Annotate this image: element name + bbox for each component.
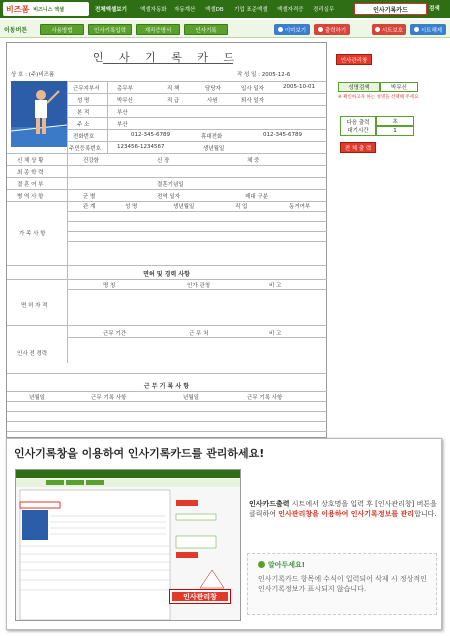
page-title: 인 사 기 록 카 드	[92, 51, 241, 64]
nav-item-cert[interactable]: 엑셀자격증	[277, 7, 304, 13]
record-input-button[interactable]: 인사기록입력	[88, 24, 132, 35]
nav-item-auto-calc[interactable]: 자동계산	[174, 7, 196, 13]
license-header-name: 명 칭	[103, 283, 116, 289]
preview-icon	[278, 27, 283, 32]
manage-window-button[interactable]: 인사관리창	[336, 54, 372, 65]
military-label: 병 역 사 항	[17, 194, 44, 200]
search-button[interactable]: 검색	[429, 6, 440, 12]
family-label: 가 족 사 항	[19, 231, 46, 237]
family-header-cohabit: 동거여부	[289, 204, 311, 210]
tip-body: 인사기록카드 항목에 수식이 입력되어 삭제 시 정상적인 인사기록정보가 표시되지 않습니다.	[258, 575, 427, 593]
promo-desc-bold-2: 인사관리창을 이용하여 인사기록정보를 관리	[278, 510, 415, 518]
family-header-relation: 관 계	[83, 204, 96, 210]
bizforms-logo[interactable]	[3, 2, 89, 16]
lightbulb-icon	[258, 561, 265, 568]
preview-label: 이미보기	[284, 27, 307, 34]
work-section-title: 근 무 기 록 사 항	[143, 383, 190, 390]
sheet-protect-label: 시트보호	[381, 27, 404, 34]
preview-button[interactable]	[274, 24, 310, 35]
name-label: 성 명	[77, 98, 90, 104]
unlock-icon	[414, 27, 419, 32]
next-print-wait-label	[340, 116, 376, 136]
top-navigation-bar	[0, 0, 450, 18]
dept-label: 근무지부서	[73, 86, 100, 92]
promo-desc-4: 합니다.	[414, 510, 437, 518]
toolbar-label: 이동버튼	[4, 27, 28, 34]
print-label: 출력하기	[324, 27, 347, 34]
rrn-value[interactable]: 123456-1234567	[117, 144, 165, 150]
select-hint: ※ 확인하고자 하는 성명을 선택해 주세요	[338, 95, 419, 100]
career-header-period: 근무 기간	[103, 331, 127, 337]
weight-label: 체 중	[247, 158, 260, 164]
dept-value[interactable]: 총무부	[117, 86, 133, 92]
print-button[interactable]	[314, 24, 350, 35]
promo-description	[249, 499, 437, 519]
join-date-label: 입사 일자	[241, 86, 265, 92]
nav-item-all-excel[interactable]: 전체엑셀보기	[95, 7, 127, 13]
phone-label: 전화번호	[73, 134, 95, 140]
promo-desc-2: 시트에서 상호명을 입력 후 [인사관리창] 버튼을 클릭하여	[249, 500, 437, 518]
birth-label: 생년월일	[203, 146, 225, 152]
health-label: 신 체 상 황	[17, 158, 44, 164]
career-header-note: 비 고	[269, 331, 282, 337]
date-label: 작 성 일 : 2005-12-6	[237, 72, 291, 78]
exempt-type-label: 제대 구분	[245, 194, 269, 200]
nav-item-accounting[interactable]: 경리실무	[313, 7, 335, 13]
company-label: 상 호 : (주)비즈폼	[11, 72, 55, 78]
move-button-toolbar	[0, 20, 450, 38]
address-label: 주 소	[77, 122, 90, 128]
manage-window-callout: 인사관리창	[170, 590, 230, 603]
nav-item-excel-auto[interactable]: 엑셀자동화	[140, 7, 167, 13]
nav-item-excel-db[interactable]: 엑셀DB	[205, 7, 224, 13]
promo-headline: 인사기록창을 이용하여 인사기록카드를 관리하세요!	[14, 447, 265, 460]
position-value[interactable]: 담당자	[205, 86, 221, 92]
discharge-date-label: 전역 일자	[157, 194, 181, 200]
sheet-protect-button[interactable]	[372, 24, 406, 35]
work-header-record-2: 근무 기록 사항	[247, 395, 283, 401]
mobile-value[interactable]: 012-345-6789	[263, 132, 302, 138]
license-header-authority: 인가 관청	[187, 283, 211, 289]
position-label: 직 책	[167, 86, 180, 92]
personnel-record-sheet	[6, 42, 327, 438]
marriage-label: 결 혼 여 부	[17, 182, 44, 188]
family-header-job: 직 업	[235, 204, 248, 210]
height-label: 신 장	[157, 158, 170, 164]
career-header-company: 근 무 처	[189, 331, 209, 337]
nav-item-standard[interactable]: 기업 표준엑셀	[234, 7, 268, 13]
anniversary-label: 결혼기념일	[157, 182, 184, 188]
tip-title	[258, 560, 305, 570]
logo-main-text: 비즈폼	[6, 4, 30, 14]
search-input[interactable]: 인사기록카드	[354, 3, 427, 15]
address-value[interactable]: 부산	[117, 122, 128, 128]
license-label: 면 허 자 격	[21, 303, 48, 309]
promo-desc-bold-1: 인사카드출력	[249, 500, 290, 508]
health-value[interactable]: 건강함	[83, 158, 99, 164]
next-print-label-1: 다음 출력	[346, 120, 370, 126]
origin-value[interactable]: 부산	[117, 110, 128, 116]
title-underline	[103, 63, 233, 64]
career-label: 인사 전 경력	[17, 351, 48, 357]
wait-unit-label: 초	[376, 116, 414, 126]
family-header-name: 성 명	[125, 204, 138, 210]
usage-button[interactable]: 사용방법	[40, 24, 84, 35]
tip-title-text: 알아두세요!	[268, 561, 306, 569]
work-header-date-2: 년월일	[183, 395, 199, 401]
phone-value[interactable]: 012-345-6789	[131, 132, 170, 138]
license-section-title: 면허 및 경력 사항	[143, 271, 190, 278]
rrn-label: 주민등록번호	[69, 146, 101, 152]
work-header-record-1: 근무 기록 사항	[91, 395, 127, 401]
print-icon	[318, 27, 323, 32]
personnel-record-button[interactable]: 인사기록	[184, 24, 228, 35]
name-value[interactable]: 박무신	[117, 98, 133, 104]
print-all-button[interactable]: 전 체 출 력	[340, 142, 376, 153]
next-print-label-2: 대기시간	[347, 128, 369, 134]
name-search-label: 성명검색	[338, 82, 380, 92]
employee-photo	[11, 81, 67, 147]
logo-sub-text: 비즈니스 엑셀	[33, 6, 64, 13]
mini-screenshot	[15, 469, 241, 621]
origin-label: 본 적	[77, 110, 90, 116]
name-search-select[interactable]: 박무신	[380, 82, 418, 92]
sheet-unprotect-label: 시트해제	[420, 27, 443, 34]
military-branch-label: 군 별	[83, 194, 96, 200]
family-header-birth: 생년월일	[173, 204, 195, 210]
grade-value[interactable]: 사원	[207, 98, 218, 104]
license-header-note: 비 고	[269, 283, 282, 289]
grade-label: 직 급	[167, 98, 180, 104]
tip-box	[247, 553, 437, 615]
wait-time-input[interactable]: 1	[376, 126, 414, 136]
mobile-label: 휴대전화	[201, 134, 223, 140]
lock-icon	[375, 27, 380, 32]
employment-cert-button[interactable]: 재직증명서	[136, 24, 180, 35]
promo-panel	[6, 438, 442, 630]
leave-date-label: 퇴사 일자	[241, 98, 265, 104]
work-header-date-1: 년월일	[29, 395, 45, 401]
sheet-unprotect-button[interactable]	[410, 24, 446, 35]
education-label: 최 종 학 력	[17, 170, 44, 176]
join-date-value[interactable]: 2005-10-01	[283, 84, 315, 90]
